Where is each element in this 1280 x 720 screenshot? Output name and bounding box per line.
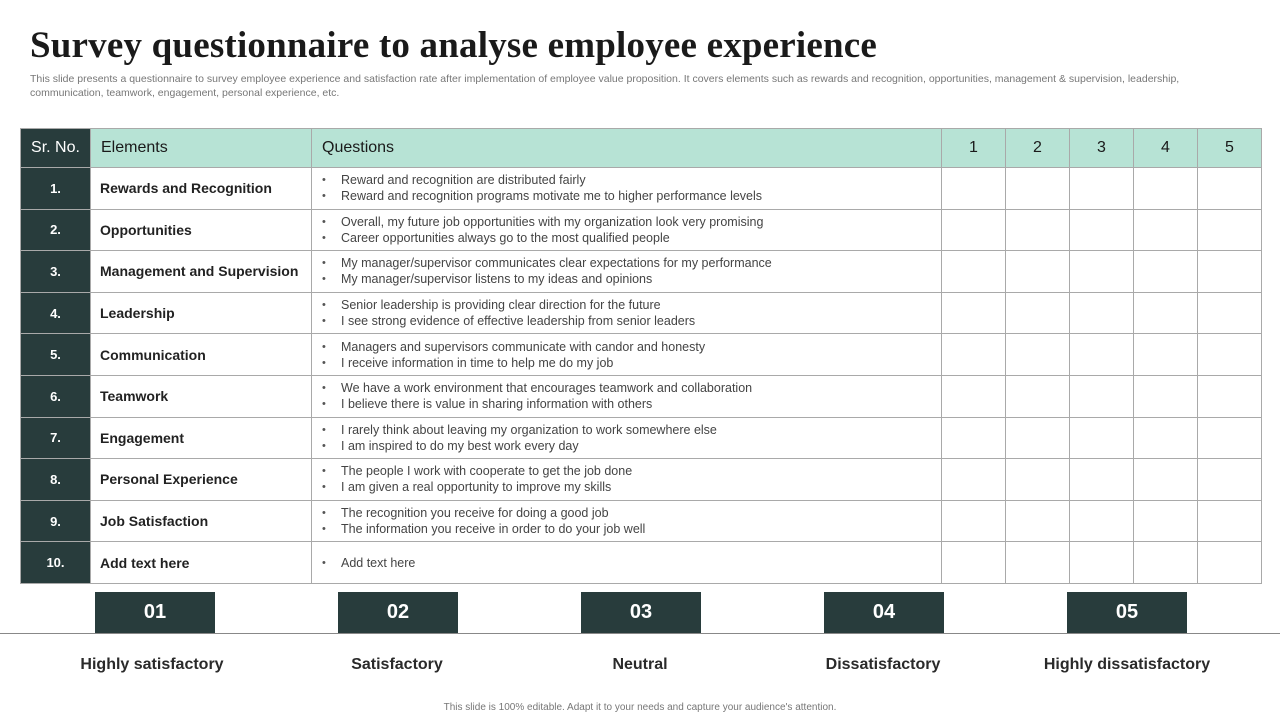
rating-cell[interactable] (1006, 168, 1070, 210)
row-element: Management and Supervision (91, 251, 312, 293)
row-number: 7. (21, 417, 91, 459)
row-questions (312, 251, 942, 293)
rating-cell[interactable] (942, 500, 1006, 542)
rating-cell[interactable] (1198, 459, 1262, 501)
rating-cell[interactable] (1198, 500, 1262, 542)
rating-cell[interactable] (1070, 334, 1134, 376)
question-item: • Career opportunities always go to the most qualified people (322, 230, 941, 246)
rating-cell[interactable] (1006, 292, 1070, 334)
rating-cell[interactable] (1134, 375, 1198, 417)
survey-table (20, 128, 1262, 584)
rating-cell[interactable] (1070, 417, 1134, 459)
rating-cell[interactable] (1006, 542, 1070, 584)
slide-description: This slide presents a questionnaire to survey employee experience and satisfaction rate after implementation of employee value proposition. It covers elements such as rewards and recognition, opportunities, management & supervision, leadership, communication, teamwork, engagement, personal experience, etc. (30, 73, 1180, 99)
scale-badge-05: 05 (1067, 592, 1187, 633)
rating-cell[interactable] (1070, 292, 1134, 334)
table-row (21, 251, 1262, 293)
question-item: • I rarely think about leaving my organization to work somewhere else (322, 422, 941, 438)
row-element: Opportunities (91, 209, 312, 251)
rating-cell[interactable] (1134, 459, 1198, 501)
scale-badge-03: 03 (581, 592, 701, 633)
row-questions (312, 500, 942, 542)
row-questions (312, 417, 942, 459)
row-element: Add text here (91, 542, 312, 584)
rating-cell[interactable] (1070, 168, 1134, 210)
table-row (21, 292, 1262, 334)
row-element: Communication (91, 334, 312, 376)
rating-cell[interactable] (1198, 334, 1262, 376)
rating-cell[interactable] (1134, 417, 1198, 459)
rating-cell[interactable] (1070, 459, 1134, 501)
row-element: Leadership (91, 292, 312, 334)
footer-note: This slide is 100% editable. Adapt it to your needs and capture your audience's attention. (443, 702, 837, 713)
question-item: • My manager/supervisor listens to my ideas and opinions (322, 271, 941, 287)
row-number: 3. (21, 251, 91, 293)
question-item: • I receive information in time to help me do my job (322, 355, 941, 371)
rating-cell[interactable] (942, 334, 1006, 376)
rating-cell[interactable] (942, 168, 1006, 210)
question-item: • Reward and recognition programs motivate me to higher performance levels (322, 188, 941, 204)
rating-cell[interactable] (1134, 542, 1198, 584)
question-item: • The information you receive in order to do your job well (322, 521, 941, 537)
question-item: • The recognition you receive for doing a good job (322, 505, 941, 521)
header-sr-no: Sr. No. (21, 129, 91, 168)
question-item: • I am inspired to do my best work every day (322, 438, 941, 454)
table-row (21, 168, 1262, 210)
row-number: 5. (21, 334, 91, 376)
row-element: Teamwork (91, 375, 312, 417)
rating-cell[interactable] (942, 292, 1006, 334)
rating-cell[interactable] (1198, 542, 1262, 584)
rating-cell[interactable] (1070, 375, 1134, 417)
rating-cell[interactable] (1006, 375, 1070, 417)
question-item: • Reward and recognition are distributed fairly (322, 172, 941, 188)
question-item: • Managers and supervisors communicate with candor and honesty (322, 339, 941, 355)
rating-cell[interactable] (1134, 292, 1198, 334)
scale-label-02: Satisfactory (351, 655, 443, 673)
rating-cell[interactable] (942, 417, 1006, 459)
row-number: 2. (21, 209, 91, 251)
rating-cell[interactable] (1198, 251, 1262, 293)
question-item: • I believe there is value in sharing information with others (322, 396, 941, 412)
table-row (21, 542, 1262, 584)
table-row (21, 417, 1262, 459)
rating-cell[interactable] (1070, 500, 1134, 542)
row-number: 1. (21, 168, 91, 210)
question-item: • Senior leadership is providing clear direction for the future (322, 297, 941, 313)
row-number: 6. (21, 375, 91, 417)
row-number: 8. (21, 459, 91, 501)
question-item: • I see strong evidence of effective leadership from senior leaders (322, 313, 941, 329)
rating-cell[interactable] (1134, 500, 1198, 542)
row-questions (312, 209, 942, 251)
scale-badge-02: 02 (338, 592, 458, 633)
table-row (21, 375, 1262, 417)
rating-cell[interactable] (1006, 251, 1070, 293)
scale-label-03: Neutral (612, 655, 668, 673)
rating-cell[interactable] (1006, 459, 1070, 501)
question-item: • Overall, my future job opportunities with my organization look very promising (322, 214, 941, 230)
row-questions (312, 334, 942, 376)
question-item: • Add text here (322, 555, 941, 571)
rating-cell[interactable] (1070, 542, 1134, 584)
header-rating-5: 5 (1198, 129, 1262, 168)
rating-cell[interactable] (1198, 168, 1262, 210)
scale-label-04: Dissatisfactory (825, 655, 941, 673)
row-number: 4. (21, 292, 91, 334)
row-questions (312, 542, 942, 584)
table-row (21, 209, 1262, 251)
row-number: 10. (21, 542, 91, 584)
table-row (21, 500, 1262, 542)
rating-cell[interactable] (1006, 417, 1070, 459)
rating-cell[interactable] (1134, 334, 1198, 376)
row-questions (312, 168, 942, 210)
rating-cell[interactable] (942, 542, 1006, 584)
row-number: 9. (21, 500, 91, 542)
scale-badge-04: 04 (824, 592, 944, 633)
question-item: • I am given a real opportunity to improve my skills (322, 479, 941, 495)
header-rating-2: 2 (1006, 129, 1070, 168)
rating-cell[interactable] (1198, 375, 1262, 417)
rating-cell[interactable] (1006, 334, 1070, 376)
header-elements: Elements (91, 129, 312, 168)
rating-cell[interactable] (1198, 417, 1262, 459)
rating-cell[interactable] (1134, 251, 1198, 293)
row-questions (312, 375, 942, 417)
rating-cell[interactable] (1134, 168, 1198, 210)
rating-cell[interactable] (942, 459, 1006, 501)
rating-cell[interactable] (1134, 209, 1198, 251)
rating-cell[interactable] (1006, 209, 1070, 251)
scale-label-01: Highly satisfactory (80, 655, 224, 673)
scale-divider (0, 633, 1280, 634)
table-row (21, 459, 1262, 501)
rating-cell[interactable] (1006, 500, 1070, 542)
scale-label-05: Highly dissatisfactory (1043, 655, 1211, 673)
question-item: • We have a work environment that encourages teamwork and collaboration (322, 380, 941, 396)
rating-cell[interactable] (1070, 209, 1134, 251)
row-element: Job Satisfaction (91, 500, 312, 542)
row-element: Rewards and Recognition (91, 168, 312, 210)
header-questions: Questions (312, 129, 942, 168)
question-item: • The people I work with cooperate to get the job done (322, 463, 941, 479)
rating-cell[interactable] (1198, 292, 1262, 334)
row-element: Engagement (91, 417, 312, 459)
header-rating-3: 3 (1070, 129, 1134, 168)
table-row (21, 334, 1262, 376)
rating-cell[interactable] (942, 375, 1006, 417)
rating-cell[interactable] (1070, 251, 1134, 293)
table-header-row (21, 129, 1262, 168)
scale-badge-01: 01 (95, 592, 215, 633)
rating-cell[interactable] (1198, 209, 1262, 251)
slide-title: Survey questionnaire to analyse employee experience (30, 25, 878, 66)
header-rating-1: 1 (942, 129, 1006, 168)
header-rating-4: 4 (1134, 129, 1198, 168)
row-questions (312, 459, 942, 501)
rating-cell[interactable] (942, 251, 1006, 293)
rating-cell[interactable] (942, 209, 1006, 251)
row-questions (312, 292, 942, 334)
row-element: Personal Experience (91, 459, 312, 501)
question-item: • My manager/supervisor communicates clear expectations for my performance (322, 255, 941, 271)
